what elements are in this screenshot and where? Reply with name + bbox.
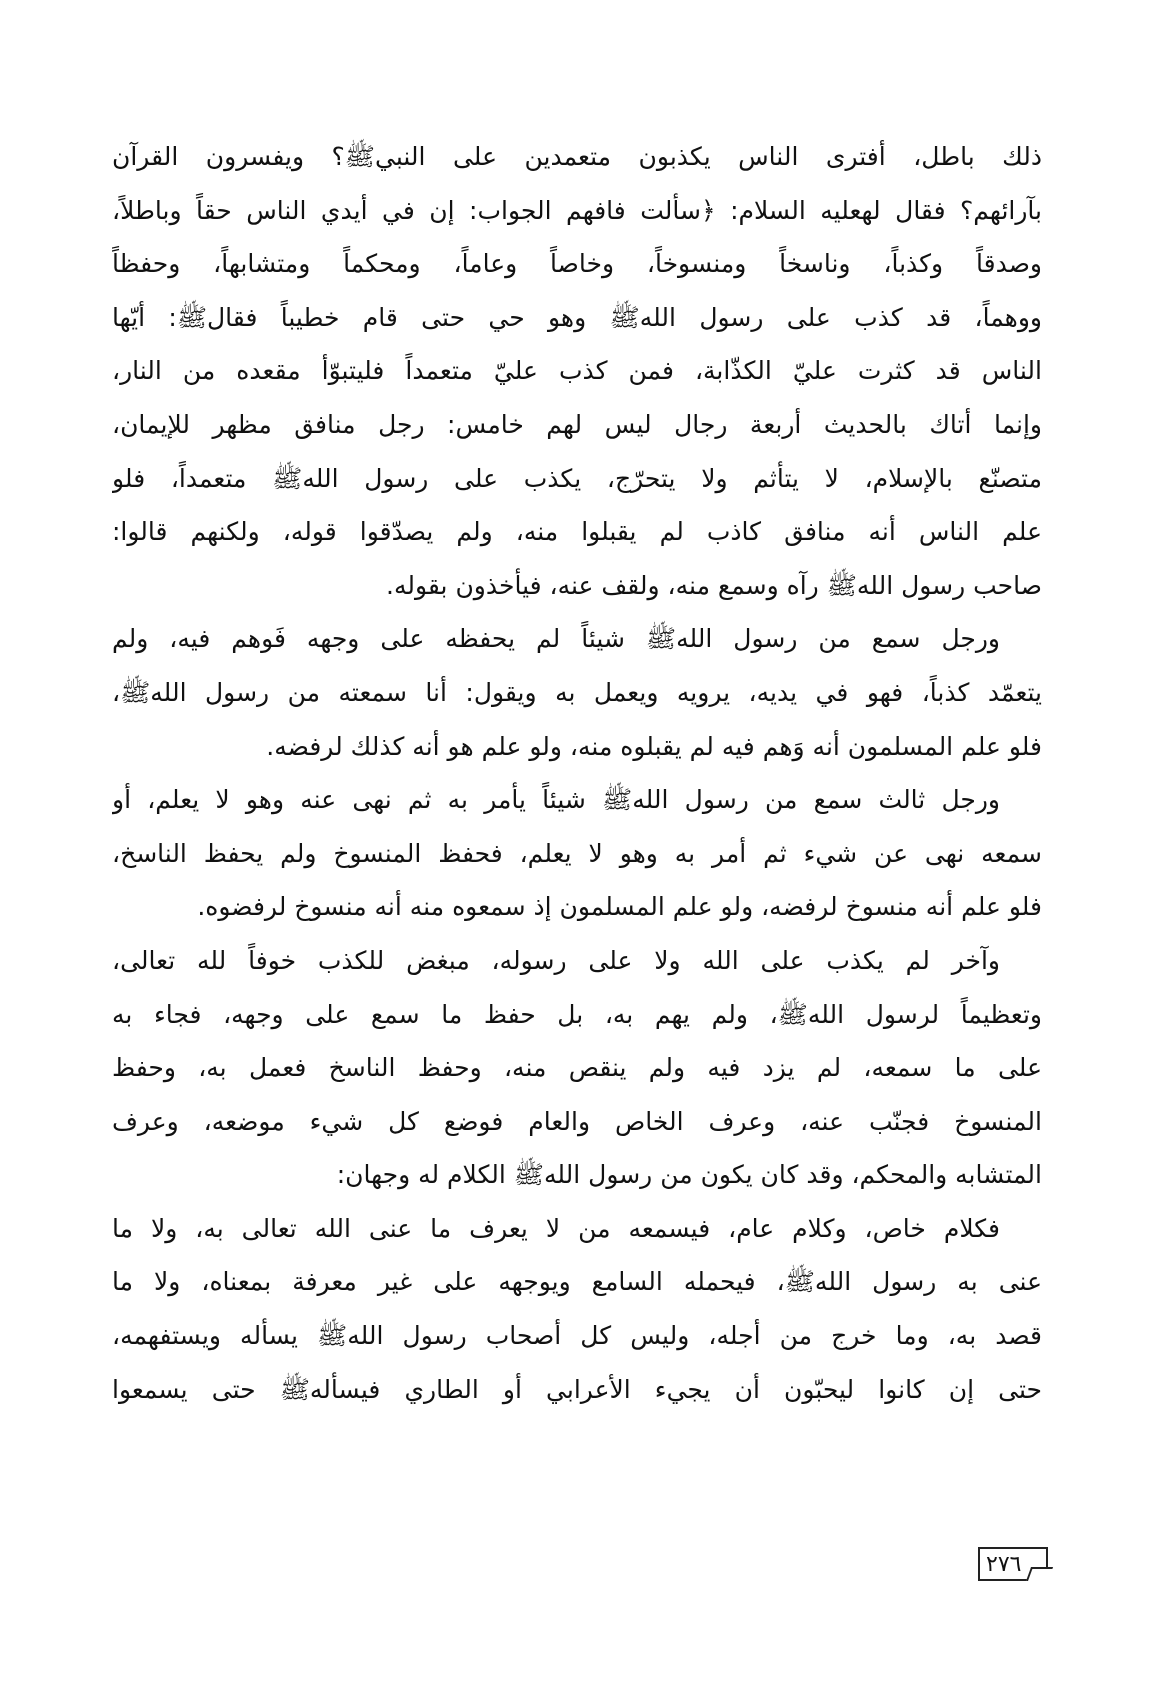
text-line: وصدقاً وكذباً، وناسخاً ومنسوخاً، وخاصاً وعاماً، ومحكماً ومتشابهاً، وحفظاً <box>112 249 1042 279</box>
text-line: عنى به رسول اللهﷺ، فيحمله السامع ويوجهه على غير معرفة بمعناه، ولا ما <box>112 1267 1042 1297</box>
page-number-frame <box>978 1547 1048 1581</box>
text-line: علم الناس أنه منافق كاذب لم يقبلوا منه، ولم يصدّقوا قوله، ولكنهم قالوا: <box>112 517 1042 547</box>
text-line: صاحب رسول اللهﷺ رآه وسمع منه، ولقف عنه، فيأخذون بقوله. <box>386 570 1042 600</box>
page-curl-icon <box>1026 1567 1053 1581</box>
page-number-frame-bottom <box>978 1579 1030 1581</box>
text-line: يتعمّد كذباً، فهو في يديه، يرويه ويعمل به ويقول: أنا سمعته من رسول اللهﷺ، <box>112 677 1042 707</box>
page-number: ٢٧٦ <box>986 1552 1022 1577</box>
text-line: المنسوخ فجنّب عنه، وعرف الخاص والعام فوضع كل شيء موضعه، وعرف <box>112 1106 1042 1136</box>
text-line: ورجل سمع من رسول اللهﷺ شيئاً لم يحفظه على وجهه فَوهم فيه، ولم <box>112 624 1000 654</box>
text-line: بآرائهم؟ فقال لهعليه السلام: ﴿سألت فافهم الجواب: إن في أيدي الناس حقاً وباطلاً، <box>112 195 1042 225</box>
text-line: ذلك باطل، أفترى الناس يكذبون متعمدين على النبيﷺ؟ ويفسرون القرآن <box>112 142 1042 171</box>
text-line: وتعظيماً لرسول اللهﷺ، ولم يهم به، بل حفظ ما سمع على وجهه، فجاء به <box>112 999 1042 1029</box>
text-line: المتشابه والمحكم، وقد كان يكون من رسول اللهﷺ الكلام له وجهان: <box>336 1160 1042 1190</box>
text-line: على ما سمعه، لم يزد فيه ولم ينقص منه، وحفظ الناسخ فعمل به، وحفظ <box>112 1053 1042 1083</box>
text-line: فكلام خاص، وكلام عام، فيسمعه من لا يعرف ما عنى الله تعالى به، ولا ما <box>112 1213 1000 1243</box>
text-line: فلو علم المسلمون أنه وَهم فيه لم يقبلوه منه، ولو علم هو أنه كذلك لرفضه. <box>266 731 1042 761</box>
text-line: حتى إن كانوا ليحبّون أن يجيء الأعرابي أو الطاري فيسألهﷺ حتى يسمعوا <box>112 1374 1042 1404</box>
text-line: الناس قد كثرت عليّ الكذّابة، فمن كذب عليّ متعمداً فليتبوّأ مقعده من النار، <box>112 356 1042 386</box>
body-text <box>112 130 1042 1416</box>
text-line: وآخر لم يكذب على الله ولا على رسوله، مبغض للكذب خوفاً لله تعالى، <box>112 945 1000 975</box>
text-line: سمعه نهى عن شيء ثم أمر به وهو لا يعلم، فحفظ المنسوخ ولم يحفظ الناسخ، <box>112 838 1042 868</box>
text-line: فلو علم أنه منسوخ لرفضه، ولو علم المسلمون إذ سمعوه منه أنه منسوخ لرفضوه. <box>197 892 1042 922</box>
text-line: قصد به، وما خرج من أجله، وليس كل أصحاب رسول اللهﷺ يسأله ويستفهمه، <box>112 1321 1042 1351</box>
text-line: وإنما أتاك بالحديث أربعة رجال ليس لهم خامس: رجل منافق مظهر للإيمان، <box>112 409 1042 439</box>
text-line: ووهماً، قد كذب على رسول اللهﷺ وهو حي حتى قام خطيباً فقالﷺ: أيّها <box>112 302 1042 332</box>
text-line: ورجل ثالث سمع من رسول اللهﷺ شيئاً يأمر به ثم نهى عنه وهو لا يعلم، أو <box>112 785 1000 815</box>
text-line: متصنّع بالإسلام، لا يتأثم ولا يتحرّج، يكذب على رسول اللهﷺ متعمداً، فلو <box>112 463 1042 493</box>
